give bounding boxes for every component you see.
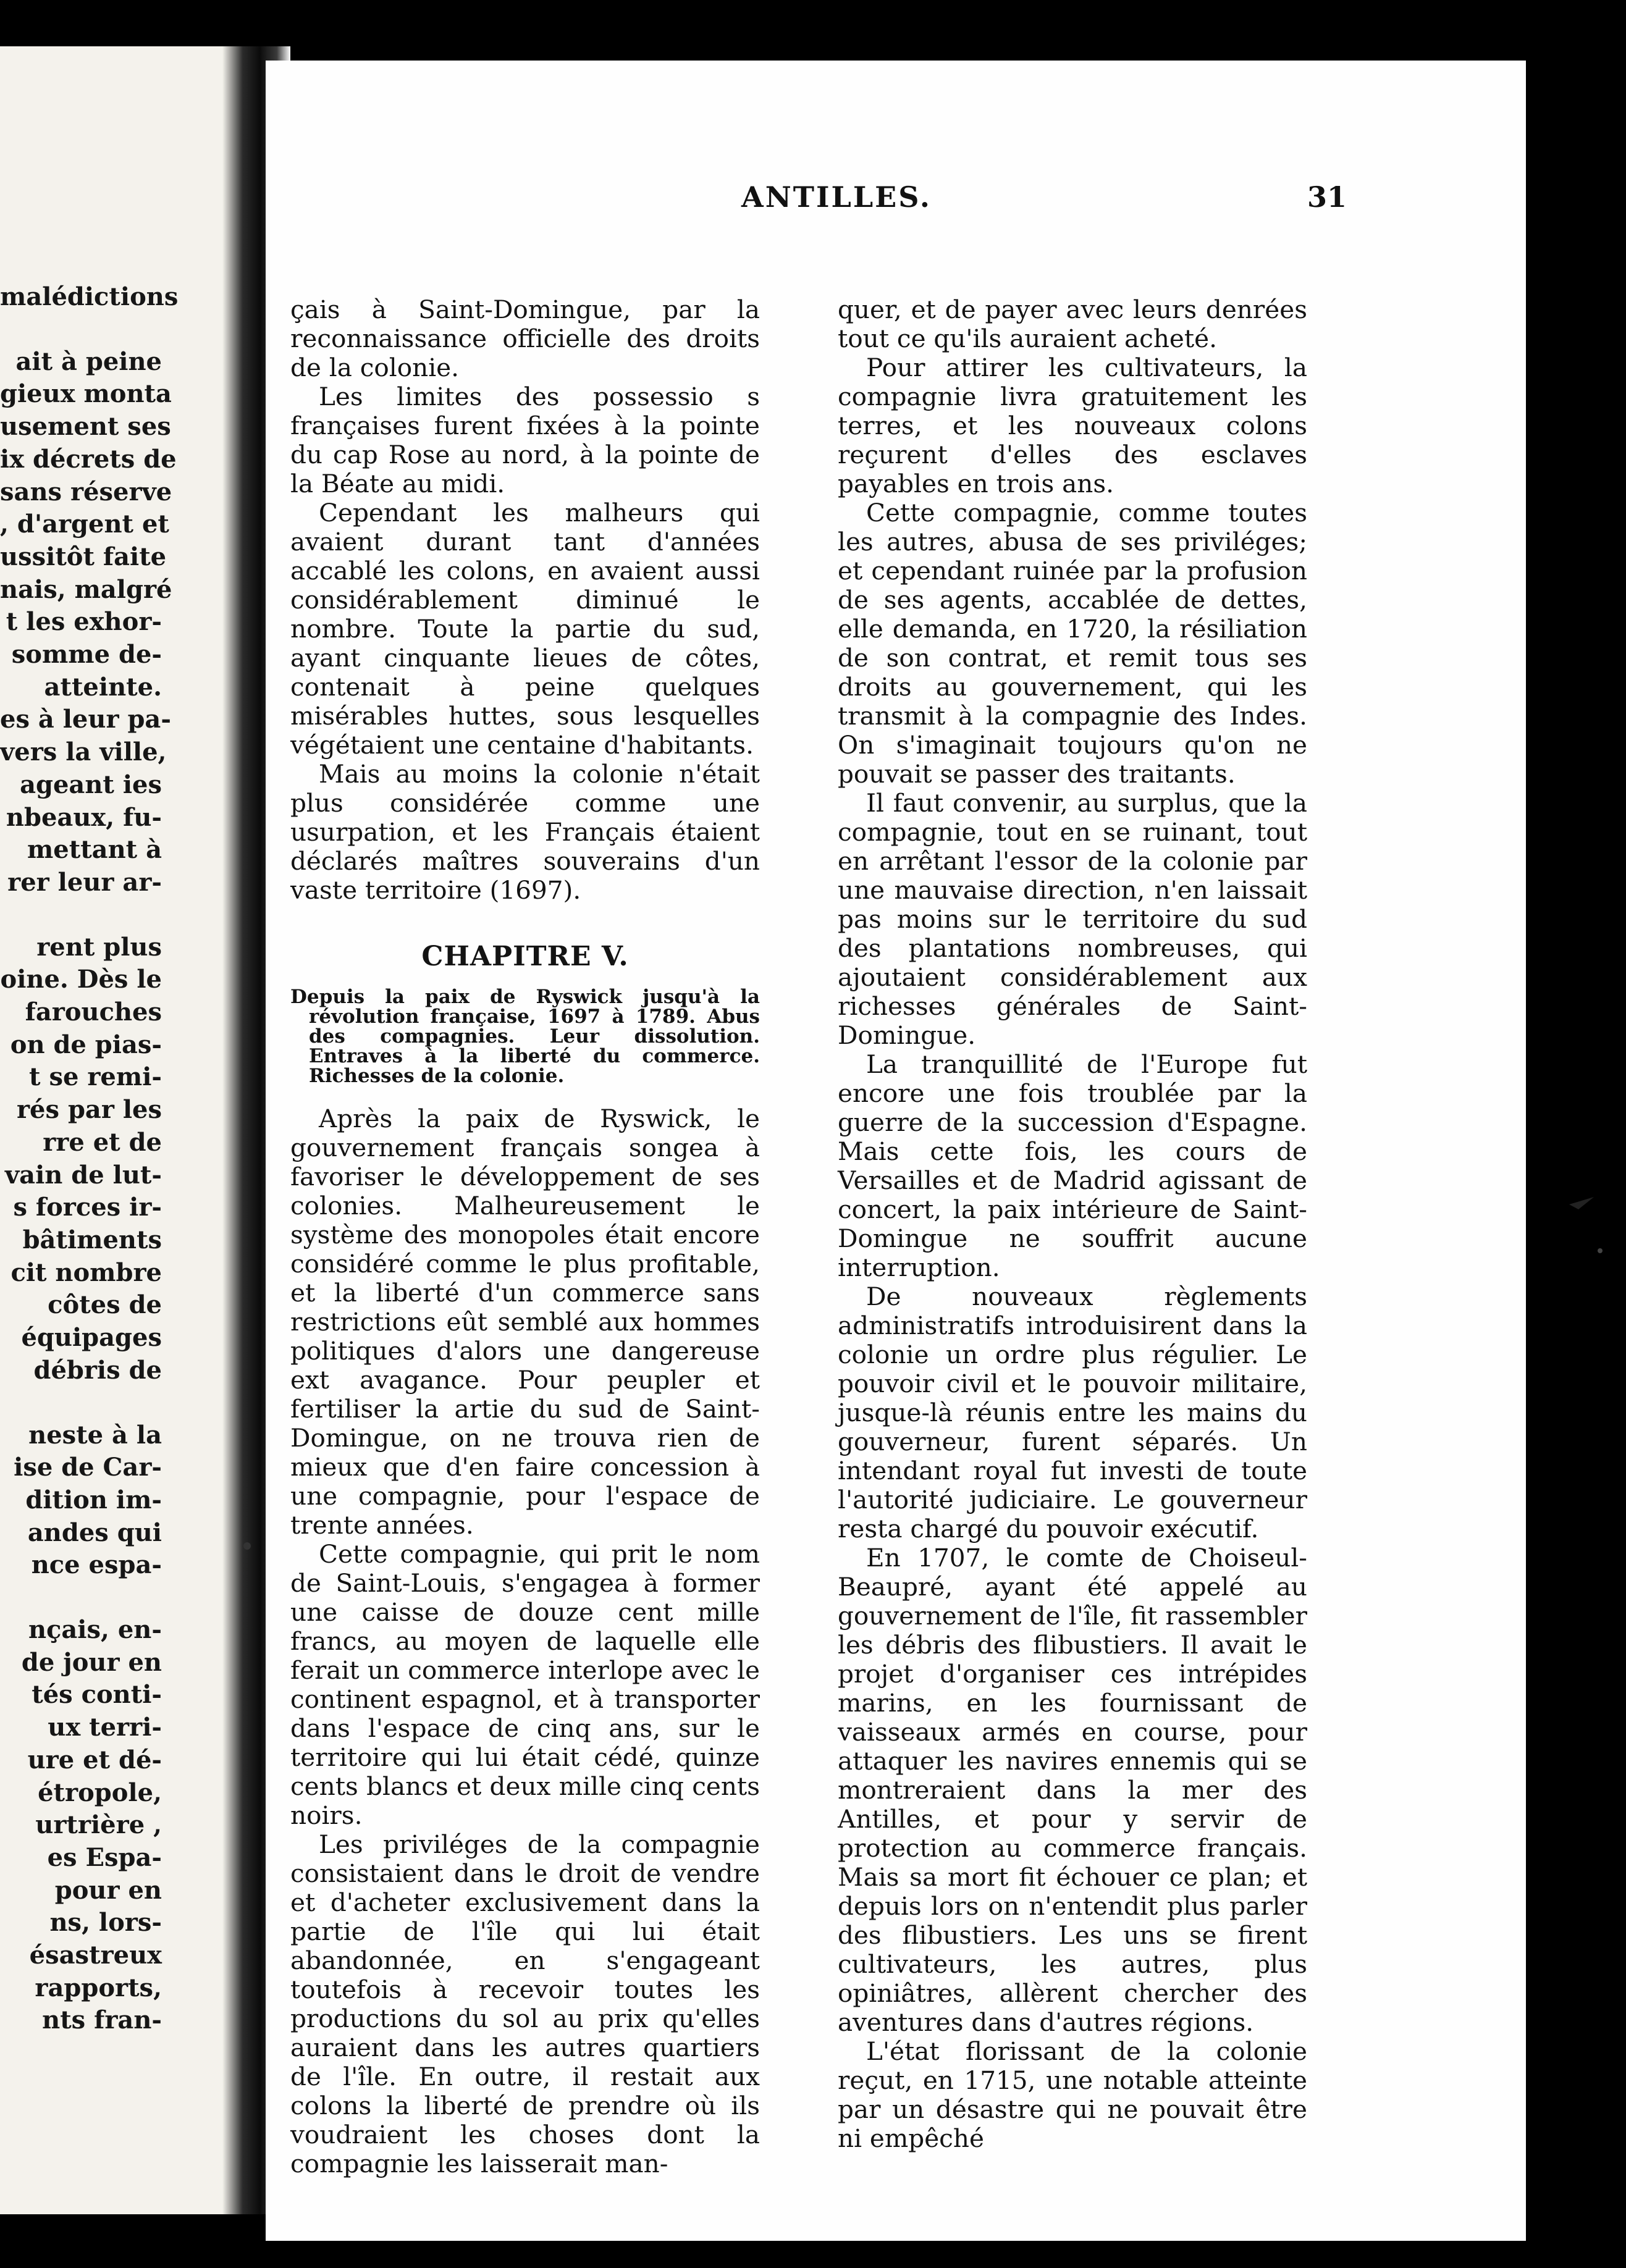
paragraph: Mais au moins la colonie n'était plus considérée comme une usurpation, et les Français étaient déclarés maîtres souverains d'un vaste territoire (1697). [290, 759, 760, 905]
left-page-line: es Espa- [47, 1842, 162, 1872]
paragraph: Il faut convenir, au surplus, que la compagnie, tout en se ruinant, tout en arrêtant l'essor de la colonie par une mauvaise direction, n'en laissait pas moins sur le territoire du sud des plantations nombreuses, qui ajoutaient considérablement aux richesses générales de Saint-Domingue. [838, 788, 1307, 1050]
paragraph: Cette compagnie, qui prit le nom de Saint-Louis, s'engagea à former une caisse de douze cent mille francs, au moyen de laquelle elle ferait un commerce interlope avec le continent espagnol, et à transporter dans l'espace de cinq ans, sur le territoire qui lui était cédé, quinze cents blancs et deux mille cinq cents noirs. [290, 1539, 760, 1830]
left-page-line: dition im- [25, 1485, 162, 1514]
running-header [494, 180, 1347, 224]
paragraphs-before-chapter [290, 295, 760, 905]
paragraph: çais à Saint-Domingue, par la reconnaissance officielle des droits de la colonie. [290, 295, 760, 382]
left-page-line: nce espa- [31, 1550, 162, 1580]
paragraphs-after-chapter [290, 1104, 760, 2178]
left-page-line: usement ses [0, 412, 171, 442]
paragraph: Après la paix de Ryswick, le gouvernement français songea à favoriser le développement de ses colonies. Malheureusement le système des monopoles était encore considéré comme le plus profitable, et la liberté d'un commerce sans restrictions eût semblé aux hommes politiques d'alors une dangereuse ext avagance. Pour peupler et fertiliser la artie du sud de Saint-Domingue, on ne trouva rien de mieux que d'en faire concession à une compagnie, pour l'espace de trente années. [290, 1104, 760, 1540]
text-column-right [838, 295, 1307, 2153]
paragraph: quer, et de payer avec leurs denrées tout ce qu'ils auraient acheté. [838, 295, 1307, 353]
left-page-line: équipages [21, 1323, 162, 1353]
ink-speck [1598, 1248, 1603, 1253]
left-page-line: cit nombre [11, 1258, 162, 1287]
left-page-line: ésastreux [29, 1941, 162, 1970]
left-page-line: ussitôt faite [0, 542, 167, 571]
paragraph: L'état florissant de la colonie reçut, en 1715, une notable atteinte par un désastre qui ne pouvait être ni empêché [838, 2036, 1307, 2153]
left-page-line: urtrière , [35, 1810, 162, 1840]
left-page-line: rre et de [43, 1127, 162, 1157]
left-page-text-fragments [0, 281, 179, 2037]
left-page-line [0, 314, 162, 346]
left-page-line [0, 1582, 162, 1614]
left-page-line: de jour en [21, 1647, 162, 1677]
left-page-line [0, 1387, 162, 1419]
left-page-line: gieux monta [0, 379, 172, 409]
left-page-line: andes qui [27, 1518, 162, 1547]
left-page-line: s forces ir- [13, 1193, 162, 1222]
left-page-line: ure et dé- [27, 1745, 162, 1774]
left-page-line: rés par les [16, 1095, 162, 1125]
left-page-line: nais, malgré [0, 574, 172, 604]
left-page-line: , d'argent et [0, 510, 169, 539]
left-page-line [0, 899, 162, 931]
text-column-left [290, 295, 760, 2178]
paragraph: Les priviléges de la compagnie consistaient dans le droit de vendre et d'acheter exclusivement dans la partie de l'île qui lui était abandonnée, en s'engageant toutefois à recevoir toutes les productions du sol au prix qu'elles auraient dans les autres quartiers de l'île. En outre, il restait aux colons la liberté de prendre où ils voudraient les choses dont la compagnie les laisserait man- [290, 1829, 760, 2178]
running-title: ANTILLES. [741, 180, 932, 214]
paragraph: Pour attirer les cultivateurs, la compagnie livra gratuitement les terres, et les nouveaux colons reçurent d'elles des esclaves payables en trois ans. [838, 353, 1307, 498]
paragraph: La tranquillité de l'Europe fut encore une fois troublée par la guerre de la succession d'Espagne. Mais cette fois, les cours de Versailles et de Madrid agissant de concert, la paix intérieure de Saint-Domingue ne souffrit aucune interruption. [838, 1049, 1307, 1282]
left-page-line: mettant à [27, 835, 162, 865]
left-page-line: étropole, [38, 1778, 162, 1807]
left-page-line: rent plus [36, 932, 162, 962]
left-page-line: rapports, [35, 1973, 162, 2002]
left-page-line: t se remi- [29, 1062, 162, 1092]
left-page-line: nts fran- [42, 2006, 162, 2035]
left-page-line: on de pias- [10, 1030, 162, 1059]
left-page-line: bâtiments [22, 1225, 162, 1254]
left-page-edge [0, 46, 241, 2214]
left-page-line: pour en [54, 1875, 162, 1905]
paragraph: Cette compagnie, comme toutes les autres, abusa de ses priviléges; et cependant ruinée par la profusion de ses agents, accablée de dettes, elle demanda, en 1720, la résiliation de son contrat, et remit tous ses droits au gouvernement, qui les transmit à la compagnie des Indes. On s'imaginait toujours qu'on ne pouvait se passer des traitants. [838, 498, 1307, 789]
left-page-line: malédictions [0, 282, 179, 311]
left-page-line: es à leur pa- [0, 705, 171, 734]
chapter-summary: Depuis la paix de Ryswick jusqu'à la révolution française, 1697 à 1789. Abus des compagnies. Leur dissolution. Entraves à la liberté du commerce. Richesses de la colonie. [290, 986, 760, 1087]
left-page-line: ageant ies [20, 770, 162, 799]
left-page-line: nçais, en- [28, 1615, 162, 1645]
ink-speck [1569, 1197, 1594, 1209]
left-page-line: t les exhor- [6, 607, 162, 637]
paragraph: Les limites des possessio s françaises furent fixées à la pointe du cap Rose au nord, à la pointe de la Béate au midi. [290, 382, 760, 498]
left-page-line: ns, lors- [49, 1908, 162, 1938]
paragraph: De nouveaux règlements administratifs introduisirent dans la colonie un ordre plus régulier. Le pouvoir civil et le pouvoir militaire, jusque-là réunis entre les mains du gouverneur, furent séparés. Un intendant royal fut investi de toute l'autorité judiciaire. Le gouverneur resta chargé du pouvoir exécutif. [838, 1282, 1307, 1544]
left-page-line: ux terri- [48, 1713, 162, 1742]
left-page-line: vain de lut- [4, 1160, 162, 1190]
left-page-line: nbeaux, fu- [6, 802, 162, 832]
chapter-heading: CHAPITRE V. [421, 941, 629, 972]
left-page-line: ise de Car- [14, 1453, 162, 1482]
paragraph: Cependant les malheurs qui avaient durant tant d'années accablé les colons, en avaient aussi considérablement diminué le nombre. Toute la partie du sud, ayant cinquante lieues de côtes, contenait à peine quelques misérables huttes, sous lesquelles végétaient une centaine d'habitants. [290, 498, 760, 760]
left-page-line: atteinte. [44, 672, 162, 702]
left-page-line: neste à la [28, 1420, 162, 1450]
left-page-line: ix décrets de [0, 444, 177, 474]
left-page-line: somme de- [11, 640, 162, 670]
paragraphs-column-right [838, 295, 1307, 2153]
left-page-line: côtes de [48, 1290, 162, 1320]
left-page-line: ait à peine [15, 346, 162, 376]
left-page-line: tés conti- [32, 1680, 162, 1710]
left-page-line: sans réserve [0, 477, 172, 506]
left-page-line: débris de [33, 1355, 162, 1385]
left-page-line: rer leur ar- [7, 867, 162, 897]
left-page-line: farouches [25, 998, 162, 1027]
left-page-line: oine. Dès le [0, 965, 162, 994]
left-page-line: vers la ville, [0, 737, 167, 767]
paragraph: En 1707, le comte de Choiseul-Beaupré, ayant été appelé au gouvernement de l'île, fit rassembler les débris des flibustiers. Il avait le projet d'organiser ces intrépides marins, en les fournissant de vaisseaux armés en course, pour attaquer les navires ennemis qui se montreraient dans la mer des Antilles, et pour y servir de protection au commerce français. Mais sa mort fit échouer ce plan; et depuis lors on n'entendit plus parler des flibustiers. Les uns se firent cultivateurs, les autres, plus opiniâtres, allèrent chercher des aventures dans d'autres régions. [838, 1543, 1307, 2037]
page-number: 31 [1307, 180, 1347, 214]
